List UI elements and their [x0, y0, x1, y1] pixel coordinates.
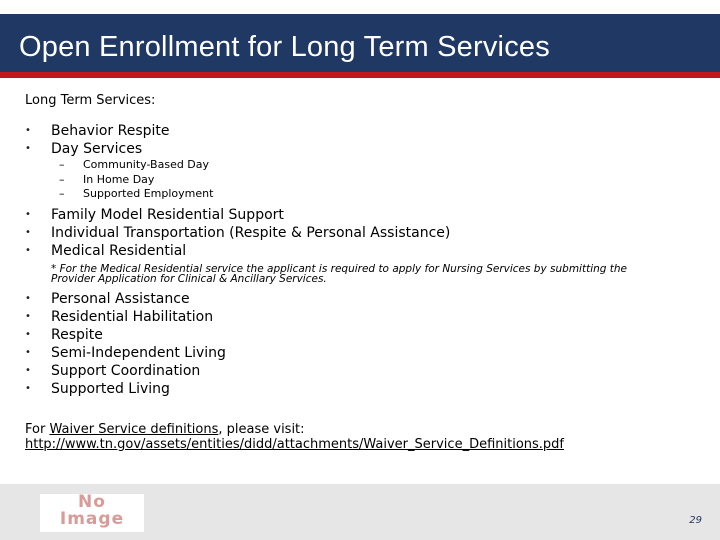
no-image-line-1: No — [78, 492, 106, 512]
section-heading: Long Term Services: — [25, 93, 156, 108]
definitions-url-link[interactable]: http://www.tn.gov/assets/entities/didd/attachments/Waiver_Service_Definitions.pdf — [25, 436, 565, 452]
note-line-1: * For the Medical Residential service the applicant is required to apply for Nursing Services by submitting the — [51, 262, 628, 275]
medical-residential-note — [25, 264, 715, 284]
list-item: • Family Model Residential Support — [25, 206, 284, 223]
no-image-line-2: Image — [59, 509, 125, 529]
bullet-icon: • — [25, 310, 31, 322]
list-item: • Personal Assistance — [25, 290, 190, 307]
list-item: • Semi-Independent Living — [25, 344, 226, 361]
bullet-icon: • — [25, 292, 31, 304]
bullet-icon: • — [25, 382, 31, 394]
sub-list-item: – Community-Based Day — [59, 158, 210, 171]
no-image-placeholder — [40, 494, 144, 532]
list-item: • Behavior Respite — [25, 123, 170, 139]
service-list-3 — [25, 290, 715, 398]
list-item: • Medical Residential — [25, 242, 187, 259]
bullet-icon: • — [25, 244, 31, 256]
day-services-sublist — [25, 158, 715, 202]
bullet-icon: • — [25, 346, 31, 358]
definitions-footer — [25, 422, 715, 452]
dash-icon: – — [59, 172, 65, 186]
service-list-1 — [25, 122, 715, 158]
list-item: • Support Coordination — [25, 362, 201, 379]
sub-list-item: – Supported Employment — [59, 187, 214, 200]
footer-prefix: For — [25, 421, 46, 437]
list-item: • Day Services — [25, 141, 143, 157]
service-list-2 — [25, 206, 715, 260]
footer-suffix: , please visit: — [218, 421, 305, 437]
waiver-definitions-link[interactable]: Waiver Service definitions — [49, 421, 219, 437]
bullet-icon: • — [25, 125, 31, 136]
title-bar — [0, 14, 720, 78]
bullet-icon: • — [25, 208, 31, 220]
list-item: • Supported Living — [25, 380, 170, 397]
list-item: • Respite — [25, 326, 103, 343]
page-number: 29 — [689, 515, 702, 526]
dash-icon: – — [59, 158, 65, 171]
bullet-icon: • — [25, 328, 31, 340]
list-item: • Individual Transportation (Respite & Personal Assistance) — [25, 224, 451, 241]
bullet-icon: • — [25, 143, 31, 154]
slide-title: Open Enrollment for Long Term Services — [19, 31, 550, 63]
list-item: • Residential Habilitation — [25, 308, 214, 325]
dash-icon: – — [59, 187, 65, 200]
bullet-icon: • — [25, 364, 31, 376]
note-line-2: Provider Application for Clinical & Ancillary Services. — [51, 272, 327, 285]
slide-content — [25, 92, 715, 452]
sub-list-item: – In Home Day — [59, 172, 155, 186]
bottom-bar — [0, 484, 720, 540]
bullet-icon: • — [25, 226, 31, 238]
